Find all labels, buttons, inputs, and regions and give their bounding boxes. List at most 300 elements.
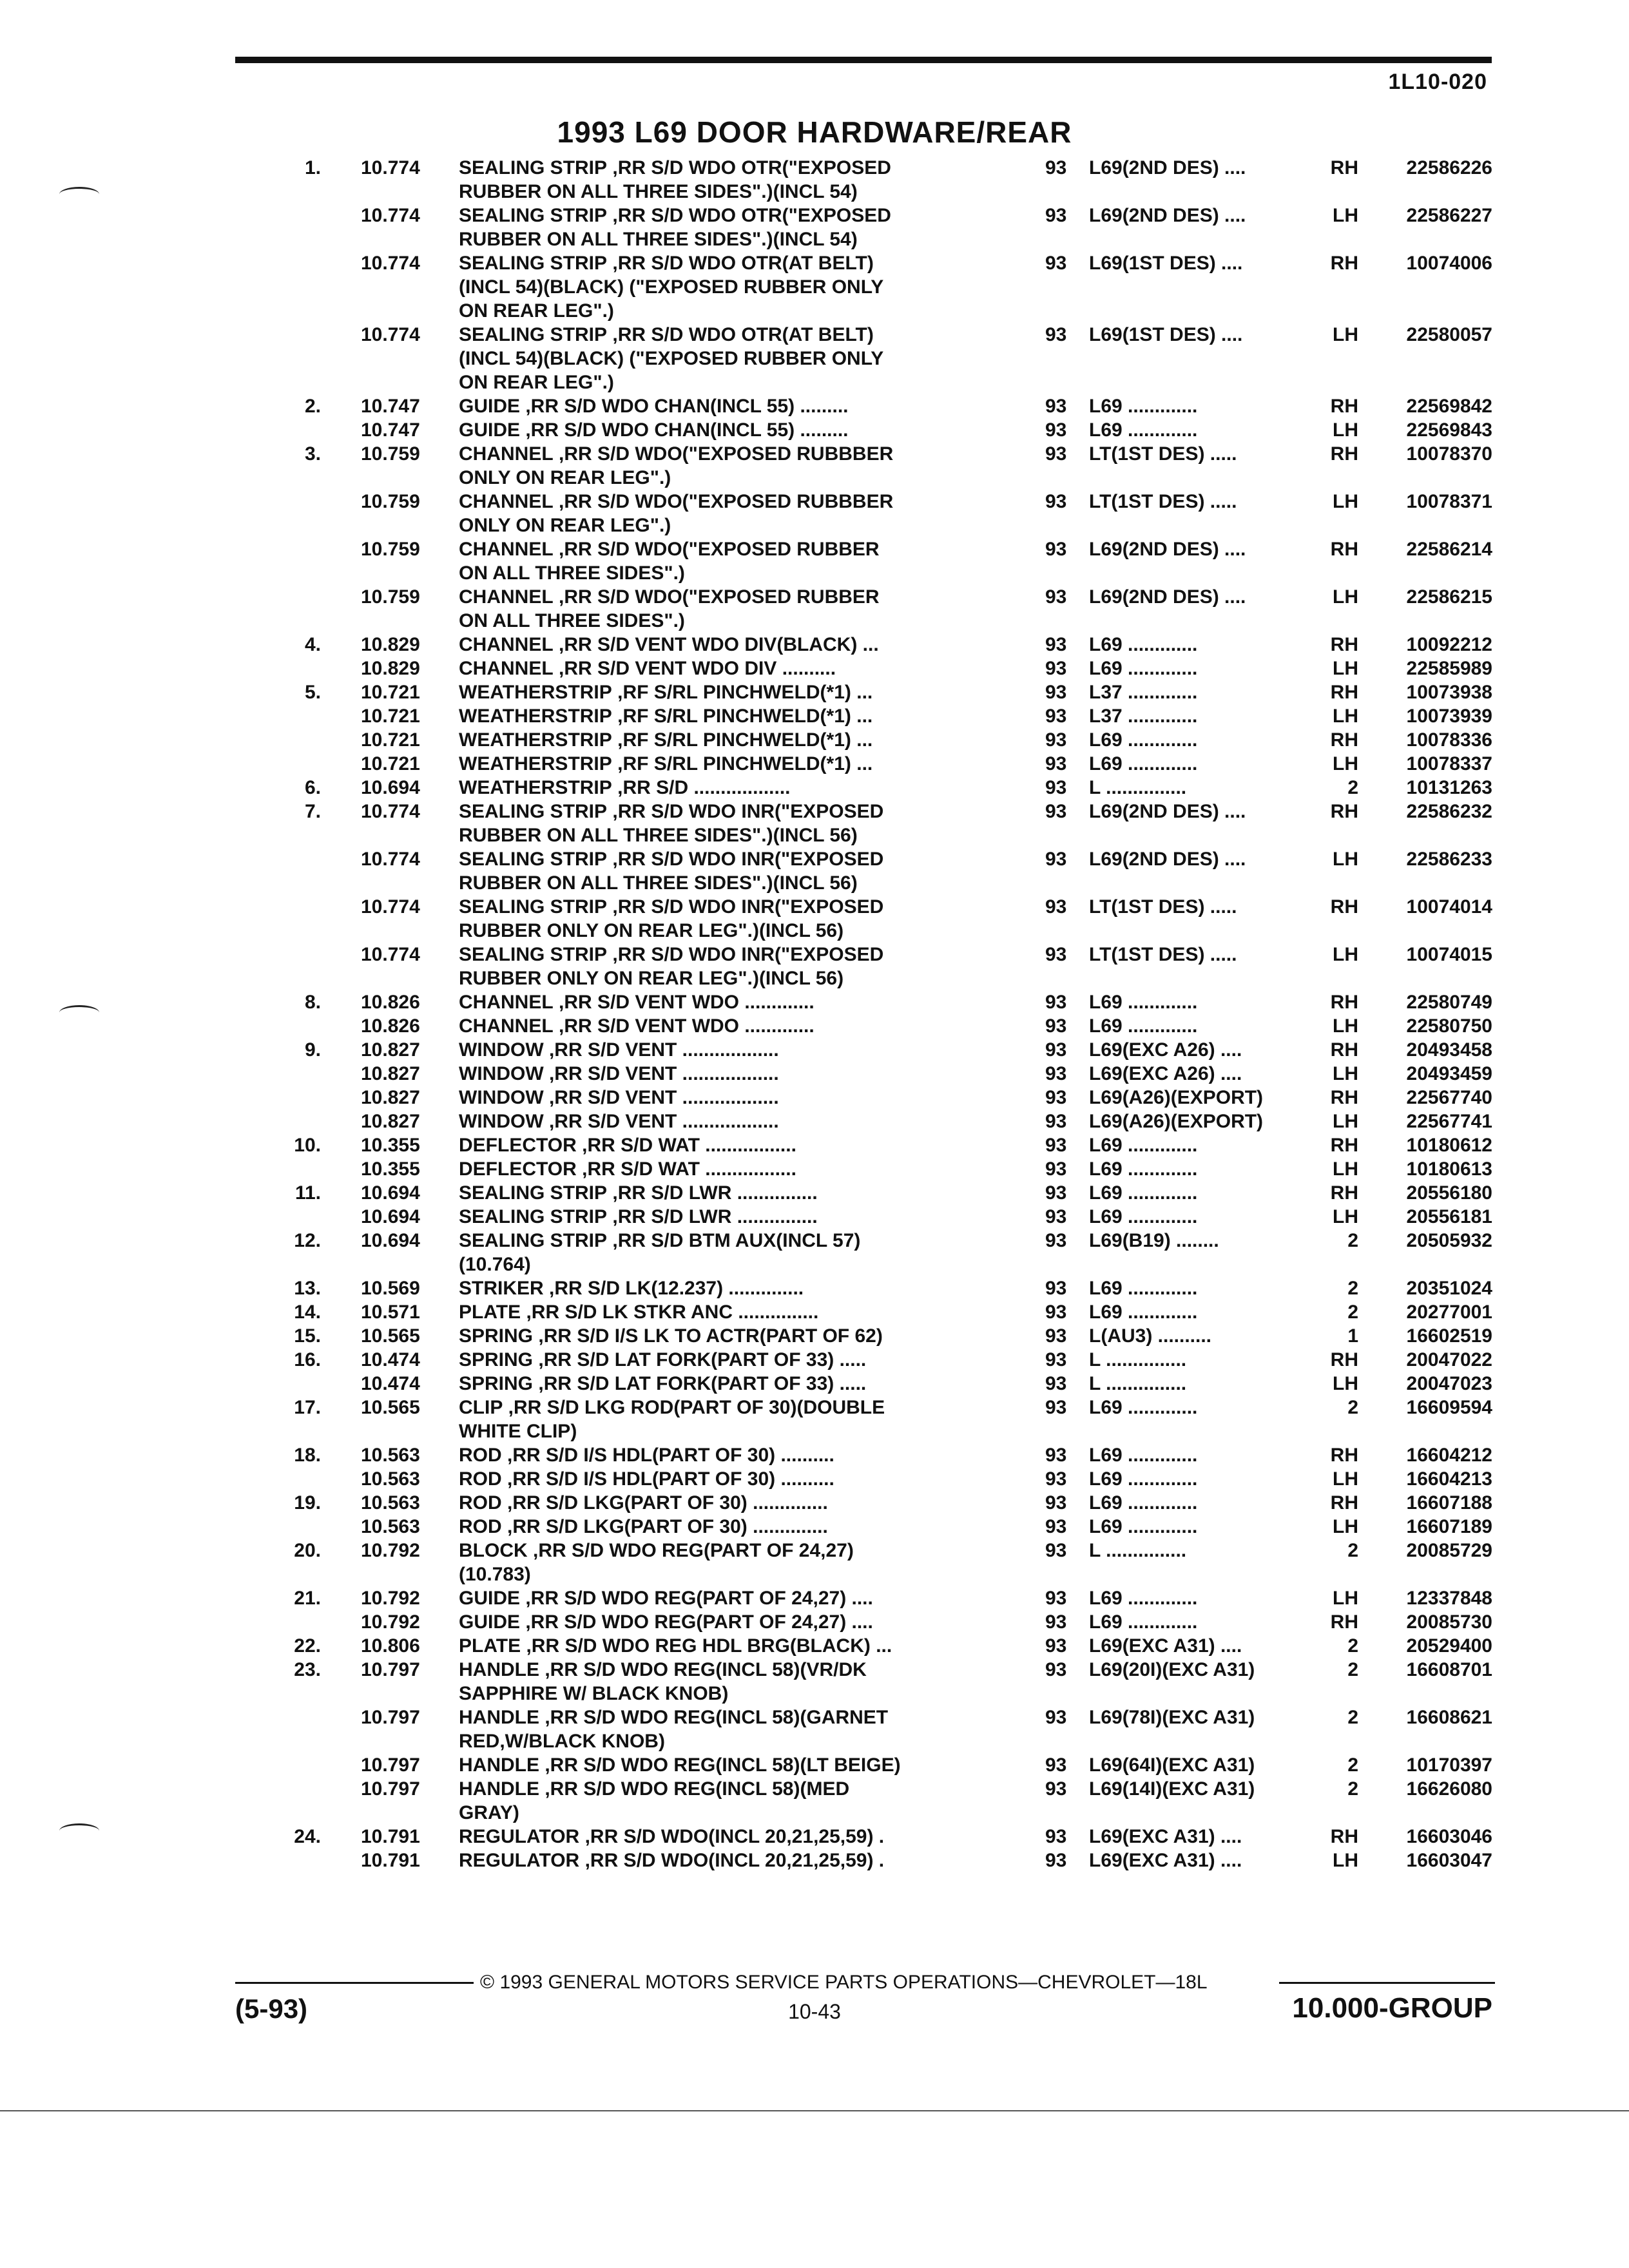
model-code: L ............... xyxy=(1089,777,1187,798)
quantity: 2 xyxy=(1347,1540,1358,1561)
footer-rule-right xyxy=(1279,1982,1495,1984)
group-number: 10.721 xyxy=(361,729,420,751)
quantity: LH xyxy=(1333,1468,1358,1490)
quantity: LH xyxy=(1333,1206,1358,1227)
part-description xyxy=(459,251,1052,323)
group-number: 10.827 xyxy=(361,1039,420,1061)
part-name: SEALING STRIP xyxy=(459,205,608,226)
part-description xyxy=(459,442,1052,490)
model-year: 93 xyxy=(1045,1659,1067,1680)
model-code: L69(78I)(EXC A31) xyxy=(1089,1707,1255,1728)
part-number: 16608621 xyxy=(1406,1707,1492,1728)
part-row xyxy=(0,1110,1629,1133)
model-year: 93 xyxy=(1045,205,1067,226)
part-detail: ,RR S/D LKG(PART OF 30) .............. xyxy=(501,1492,828,1514)
model-year: 93 xyxy=(1045,1206,1067,1227)
model-code: LT(1ST DES) ..... xyxy=(1089,896,1237,918)
part-number: 16602519 xyxy=(1406,1325,1492,1347)
model-year: 93 xyxy=(1045,157,1067,178)
model-year: 93 xyxy=(1045,682,1067,703)
part-detail: ,RF S/RL PINCHWELD(*1) ... xyxy=(612,753,873,774)
part-description xyxy=(459,1086,1052,1110)
item-number: 8. xyxy=(304,992,321,1013)
part-number: 10180613 xyxy=(1406,1158,1492,1180)
part-description xyxy=(459,1324,1052,1348)
part-name: WINDOW xyxy=(459,1039,544,1061)
part-description xyxy=(459,490,1052,537)
quantity: RH xyxy=(1330,729,1358,751)
part-detail: ,RR S/D WDO OTR("EXPOSED RUBBER ON ALL THREE SIDES".)(INCL 54) xyxy=(459,157,891,202)
group-number: 10.694 xyxy=(361,777,420,798)
model-code: L69 ............. xyxy=(1089,1182,1198,1204)
model-code: L69(2ND DES) .... xyxy=(1089,539,1246,560)
model-year: 93 xyxy=(1045,324,1067,345)
part-detail: ,RR S/D I/S HDL(PART OF 30) .......... xyxy=(501,1445,834,1466)
part-number: 20529400 xyxy=(1406,1635,1492,1657)
model-year: 93 xyxy=(1045,1373,1067,1394)
part-row xyxy=(0,657,1629,680)
part-row xyxy=(0,490,1629,537)
part-number: 16626080 xyxy=(1406,1778,1492,1800)
part-detail: ,RR S/D WDO OTR(AT BELT) (INCL 54)(BLACK) ("EXPOSED RUBBER ONLY ON REAR LEG".) xyxy=(459,324,884,393)
part-name: ROD xyxy=(459,1468,502,1490)
part-row xyxy=(0,1276,1629,1300)
group-number: 10.827 xyxy=(361,1087,420,1108)
part-name: HANDLE xyxy=(459,1754,539,1776)
part-row xyxy=(0,1133,1629,1157)
group-number: 10.721 xyxy=(361,682,420,703)
part-row xyxy=(0,1658,1629,1706)
quantity: LH xyxy=(1333,944,1358,965)
item-number: 14. xyxy=(294,1302,321,1323)
model-code: L69 ............. xyxy=(1089,1206,1198,1227)
model-year: 93 xyxy=(1045,1230,1067,1251)
part-row xyxy=(0,537,1629,585)
part-description xyxy=(459,1300,1052,1324)
quantity: 2 xyxy=(1347,1707,1358,1728)
quantity: LH xyxy=(1333,205,1358,226)
part-name: ROD xyxy=(459,1492,502,1514)
model-year: 93 xyxy=(1045,729,1067,751)
item-number: 21. xyxy=(294,1588,321,1609)
part-number: 10078371 xyxy=(1406,491,1492,512)
item-number: 20. xyxy=(294,1540,321,1561)
part-number: 10074015 xyxy=(1406,944,1492,965)
model-year: 93 xyxy=(1045,896,1067,918)
part-row xyxy=(0,204,1629,251)
part-row xyxy=(0,1634,1629,1658)
part-name: SEALING STRIP xyxy=(459,896,608,918)
model-year: 93 xyxy=(1045,1063,1067,1084)
part-row xyxy=(0,943,1629,990)
model-year: 93 xyxy=(1045,1778,1067,1800)
part-description xyxy=(459,943,1052,990)
part-detail: ,RR S/D WDO REG(INCL 58)(MED GRAY) xyxy=(459,1778,850,1823)
group-number: 10.474 xyxy=(361,1349,420,1370)
model-year: 93 xyxy=(1045,1445,1067,1466)
group-number: 10.747 xyxy=(361,396,420,417)
part-row xyxy=(0,1372,1629,1396)
part-name: PLATE xyxy=(459,1635,521,1657)
part-number: 22586227 xyxy=(1406,205,1492,226)
part-name: SEALING STRIP xyxy=(459,849,608,870)
part-row xyxy=(0,1300,1629,1324)
model-year: 93 xyxy=(1045,1135,1067,1156)
part-detail: ,RR S/D WDO REG(INCL 58)(GARNET RED,W/BLACK KNOB) xyxy=(459,1707,889,1752)
part-row xyxy=(0,1348,1629,1372)
model-code: L69(EXC A26) .... xyxy=(1089,1039,1242,1061)
part-detail: ,RR S/D LWR ............... xyxy=(607,1182,818,1204)
model-year: 93 xyxy=(1045,1039,1067,1061)
quantity: LH xyxy=(1333,1111,1358,1132)
part-name: WEATHERSTRIP xyxy=(459,753,612,774)
part-name: SPRING xyxy=(459,1349,534,1370)
part-description xyxy=(459,1205,1052,1229)
part-description xyxy=(459,1849,1052,1872)
group-number: 10.826 xyxy=(361,992,420,1013)
page-title: 1993 L69 DOOR HARDWARE/REAR xyxy=(557,115,1072,149)
group-number: 10.791 xyxy=(361,1850,420,1871)
model-year: 93 xyxy=(1045,1111,1067,1132)
model-code: L69 ............. xyxy=(1089,658,1198,679)
group-number: 10.563 xyxy=(361,1445,420,1466)
model-code: L ............... xyxy=(1089,1540,1187,1561)
model-year: 93 xyxy=(1045,1707,1067,1728)
part-detail: ,RR S/D WDO(INCL 20,21,25,59) . xyxy=(579,1850,885,1871)
part-description xyxy=(459,418,1052,442)
part-row xyxy=(0,1825,1629,1849)
group-number: 10.792 xyxy=(361,1611,420,1633)
model-year: 93 xyxy=(1045,1850,1067,1871)
group-number: 10.565 xyxy=(361,1397,420,1418)
model-code: L69(2ND DES) .... xyxy=(1089,849,1246,870)
model-year: 93 xyxy=(1045,753,1067,774)
item-number: 9. xyxy=(304,1039,321,1061)
part-name: CHANNEL xyxy=(459,658,554,679)
model-year: 93 xyxy=(1045,1278,1067,1299)
part-name: GUIDE xyxy=(459,419,521,441)
model-year: 93 xyxy=(1045,586,1067,608)
model-code: L69(20I)(EXC A31) xyxy=(1089,1659,1255,1680)
model-code: L69 ............. xyxy=(1089,1278,1198,1299)
part-number: 20085730 xyxy=(1406,1611,1492,1633)
part-number: 22586215 xyxy=(1406,586,1492,608)
part-name: CHANNEL xyxy=(459,491,554,512)
quantity: RH xyxy=(1330,157,1358,178)
part-number: 10180612 xyxy=(1406,1135,1492,1156)
part-number: 22586233 xyxy=(1406,849,1492,870)
part-row xyxy=(0,1610,1629,1634)
model-year: 93 xyxy=(1045,1397,1067,1418)
part-row xyxy=(0,776,1629,800)
part-row xyxy=(0,418,1629,442)
part-name: PLATE xyxy=(459,1302,521,1323)
part-description xyxy=(459,537,1052,585)
group-number: 10.797 xyxy=(361,1659,420,1680)
part-description xyxy=(459,633,1052,657)
group-number: 10.792 xyxy=(361,1540,420,1561)
part-detail: ,RR S/D VENT WDO DIV(BLACK) ... xyxy=(553,634,879,655)
quantity: RH xyxy=(1330,634,1358,655)
part-row xyxy=(0,156,1629,204)
quantity: RH xyxy=(1330,1826,1358,1847)
group-number: 10.829 xyxy=(361,658,420,679)
part-description xyxy=(459,847,1052,895)
quantity: LH xyxy=(1333,1516,1358,1537)
group-number: 10.759 xyxy=(361,586,420,608)
part-number: 20047023 xyxy=(1406,1373,1492,1394)
part-description xyxy=(459,1634,1052,1658)
part-detail: ,RR S/D LAT FORK(PART OF 33) ..... xyxy=(533,1349,867,1370)
part-description xyxy=(459,1539,1052,1586)
part-detail: ,RR S/D WDO("EXPOSED RUBBBER ONLY ON REAR LEG".) xyxy=(459,443,894,488)
group-number: 10.774 xyxy=(361,205,420,226)
part-description xyxy=(459,752,1052,776)
model-year: 93 xyxy=(1045,1087,1067,1108)
part-detail: ,RR S/D LK STKR ANC ............... xyxy=(521,1302,819,1323)
model-code: L69(1ST DES) .... xyxy=(1089,324,1243,345)
part-number: 22586226 xyxy=(1406,157,1492,178)
model-code: L69 ............. xyxy=(1089,1588,1198,1609)
part-description xyxy=(459,1825,1052,1849)
part-name: BLOCK xyxy=(459,1540,528,1561)
quantity: LH xyxy=(1333,1850,1358,1871)
quantity: LH xyxy=(1333,1015,1358,1037)
part-name: DEFLECTOR xyxy=(459,1135,577,1156)
quantity: RH xyxy=(1330,896,1358,918)
part-name: GUIDE xyxy=(459,1588,521,1609)
quantity: LH xyxy=(1333,1158,1358,1180)
model-year: 93 xyxy=(1045,253,1067,274)
part-detail: ,RR S/D WDO REG(PART OF 24,27) .... xyxy=(520,1588,873,1609)
part-number: 20351024 xyxy=(1406,1278,1492,1299)
part-detail: ,RR S/D VENT .................. xyxy=(543,1111,779,1132)
model-year: 93 xyxy=(1045,1468,1067,1490)
part-description xyxy=(459,585,1052,633)
part-name: SEALING STRIP xyxy=(459,253,608,274)
quantity: LH xyxy=(1333,586,1358,608)
part-detail: ,RR S/D WDO REG(INCL 58)(LT BEIGE) xyxy=(539,1754,901,1776)
model-code: L69 ............. xyxy=(1089,1302,1198,1323)
model-code: L69 ............. xyxy=(1089,1135,1198,1156)
part-name: CHANNEL xyxy=(459,992,554,1013)
part-number: 20493459 xyxy=(1406,1063,1492,1084)
quantity: LH xyxy=(1333,1063,1358,1084)
part-row xyxy=(0,1491,1629,1515)
model-code: L69 ............. xyxy=(1089,1611,1198,1633)
model-code: L(AU3) .......... xyxy=(1089,1325,1212,1347)
part-row xyxy=(0,1396,1629,1443)
quantity: RH xyxy=(1330,1135,1358,1156)
part-detail: ,RR S/D WDO REG(PART OF 24,27) (10.783) xyxy=(459,1540,854,1585)
part-description xyxy=(459,704,1052,728)
part-row xyxy=(0,1777,1629,1825)
quantity: LH xyxy=(1333,324,1358,345)
group-number: 10.569 xyxy=(361,1278,420,1299)
part-row xyxy=(0,251,1629,323)
part-number: 16603047 xyxy=(1406,1850,1492,1871)
part-detail: ,RR S/D BTM AUX(INCL 57) (10.764) xyxy=(459,1230,861,1275)
part-number: 22567741 xyxy=(1406,1111,1492,1132)
part-number: 10074014 xyxy=(1406,896,1492,918)
part-row xyxy=(0,704,1629,728)
part-row xyxy=(0,1539,1629,1586)
quantity: RH xyxy=(1330,1087,1358,1108)
model-year: 93 xyxy=(1045,1349,1067,1370)
item-number: 10. xyxy=(294,1135,321,1156)
model-code: L ............... xyxy=(1089,1349,1187,1370)
part-number: 20505932 xyxy=(1406,1230,1492,1251)
part-name: SEALING STRIP xyxy=(459,944,608,965)
quantity: 2 xyxy=(1347,1659,1358,1680)
model-year: 93 xyxy=(1045,1588,1067,1609)
group-number: 10.774 xyxy=(361,324,420,345)
part-description xyxy=(459,394,1052,418)
part-detail: ,RR S/D WDO OTR(AT BELT) (INCL 54)(BLACK) ("EXPOSED RUBBER ONLY ON REAR LEG".) xyxy=(459,253,884,322)
quantity: 2 xyxy=(1347,1302,1358,1323)
part-number: 10170397 xyxy=(1406,1754,1492,1776)
model-code: L69 ............. xyxy=(1089,1516,1198,1537)
group-number: 10.797 xyxy=(361,1707,420,1728)
part-name: SEALING STRIP xyxy=(459,801,608,822)
part-row xyxy=(0,1753,1629,1777)
part-description xyxy=(459,1157,1052,1181)
item-number: 12. xyxy=(294,1230,321,1251)
model-code: L69 ............. xyxy=(1089,1158,1198,1180)
part-row xyxy=(0,1038,1629,1062)
part-description xyxy=(459,204,1052,251)
part-name: CHANNEL xyxy=(459,586,554,608)
part-number: 22580057 xyxy=(1406,324,1492,345)
part-row xyxy=(0,800,1629,847)
group-number: 10.774 xyxy=(361,801,420,822)
group-number: 10.797 xyxy=(361,1754,420,1776)
item-number: 24. xyxy=(294,1826,321,1847)
quantity: 2 xyxy=(1347,1230,1358,1251)
part-name: ROD xyxy=(459,1516,502,1537)
part-number: 16607188 xyxy=(1406,1492,1492,1514)
model-year: 93 xyxy=(1045,801,1067,822)
item-number: 17. xyxy=(294,1397,321,1418)
group-number: 10.694 xyxy=(361,1230,420,1251)
group-number: 10.759 xyxy=(361,443,420,465)
part-detail: ,RR S/D WDO("EXPOSED RUBBER ON ALL THREE SIDES".) xyxy=(459,586,880,631)
part-detail: ,RR S/D VENT .................. xyxy=(543,1039,779,1061)
part-name: SEALING STRIP xyxy=(459,157,608,178)
item-number: 2. xyxy=(304,396,321,417)
item-number: 22. xyxy=(294,1635,321,1657)
part-description xyxy=(459,1586,1052,1610)
part-row xyxy=(0,752,1629,776)
group-number: 10.774 xyxy=(361,896,420,918)
part-detail: ,RR S/D VENT WDO DIV .......... xyxy=(553,658,836,679)
part-detail: ,RF S/RL PINCHWELD(*1) ... xyxy=(612,682,873,703)
part-number: 20556181 xyxy=(1406,1206,1492,1227)
part-description xyxy=(459,1014,1052,1038)
quantity: RH xyxy=(1330,1349,1358,1370)
part-name: CLIP xyxy=(459,1397,503,1418)
part-name: HANDLE xyxy=(459,1778,539,1800)
page-number: 10-43 xyxy=(788,2000,841,2023)
part-row xyxy=(0,728,1629,752)
item-number: 6. xyxy=(304,777,321,798)
part-number: 16604212 xyxy=(1406,1445,1492,1466)
part-description xyxy=(459,1777,1052,1825)
part-description xyxy=(459,680,1052,704)
part-name: WEATHERSTRIP xyxy=(459,706,612,727)
part-description xyxy=(459,1515,1052,1539)
part-detail: ,RR S/D LAT FORK(PART OF 33) ..... xyxy=(533,1373,867,1394)
part-description xyxy=(459,1658,1052,1706)
part-description xyxy=(459,1610,1052,1634)
part-description xyxy=(459,895,1052,943)
quantity: RH xyxy=(1330,443,1358,465)
quantity: LH xyxy=(1333,753,1358,774)
part-name: WINDOW xyxy=(459,1111,544,1132)
model-year: 93 xyxy=(1045,1302,1067,1323)
group-number: 10.571 xyxy=(361,1302,420,1323)
quantity: RH xyxy=(1330,1492,1358,1514)
part-row xyxy=(0,1205,1629,1229)
part-name: WEATHERSTRIP xyxy=(459,777,612,798)
part-number: 22585989 xyxy=(1406,658,1492,679)
part-number: 10092212 xyxy=(1406,634,1492,655)
part-number: 10074006 xyxy=(1406,253,1492,274)
part-row xyxy=(0,1181,1629,1205)
quantity: RH xyxy=(1330,801,1358,822)
part-row xyxy=(0,442,1629,490)
part-number: 16604213 xyxy=(1406,1468,1492,1490)
part-description xyxy=(459,323,1052,394)
part-description xyxy=(459,1396,1052,1443)
item-number: 15. xyxy=(294,1325,321,1347)
model-code: LT(1ST DES) ..... xyxy=(1089,491,1237,512)
model-code: L69 ............. xyxy=(1089,396,1198,417)
item-number: 7. xyxy=(304,801,321,822)
group-number: 10.829 xyxy=(361,634,420,655)
part-description xyxy=(459,1706,1052,1753)
header-rule xyxy=(235,57,1492,63)
part-detail: ,RR S/D WDO CHAN(INCL 55) ......... xyxy=(520,419,849,441)
model-code: L37 ............. xyxy=(1089,682,1198,703)
part-name: SPRING xyxy=(459,1373,534,1394)
model-code: L69(EXC A31) .... xyxy=(1089,1826,1242,1847)
model-code: L69(EXC A31) .... xyxy=(1089,1635,1242,1657)
model-year: 93 xyxy=(1045,539,1067,560)
part-number: 16608701 xyxy=(1406,1659,1492,1680)
group-number: 10.806 xyxy=(361,1635,420,1657)
part-name: GUIDE xyxy=(459,1611,521,1633)
quantity: 2 xyxy=(1347,1778,1358,1800)
part-detail: ,RR S/D WDO(INCL 20,21,25,59) . xyxy=(579,1826,885,1847)
part-description xyxy=(459,1133,1052,1157)
part-name: CHANNEL xyxy=(459,539,554,560)
group-number: 10.694 xyxy=(361,1182,420,1204)
part-name: DEFLECTOR xyxy=(459,1158,577,1180)
group-number: 10.563 xyxy=(361,1492,420,1514)
part-detail: ,RF S/RL PINCHWELD(*1) ... xyxy=(612,706,873,727)
part-detail: ,RR S/D VENT WDO ............. xyxy=(553,1015,815,1037)
part-number: 22586232 xyxy=(1406,801,1492,822)
part-description xyxy=(459,1467,1052,1491)
part-number: 22567740 xyxy=(1406,1087,1492,1108)
part-name: REGULATOR xyxy=(459,1826,580,1847)
footer-rule-left xyxy=(235,1982,474,1984)
group-number: 10.797 xyxy=(361,1778,420,1800)
part-number: 20556180 xyxy=(1406,1182,1492,1204)
quantity: RH xyxy=(1330,539,1358,560)
item-number: 19. xyxy=(294,1492,321,1514)
